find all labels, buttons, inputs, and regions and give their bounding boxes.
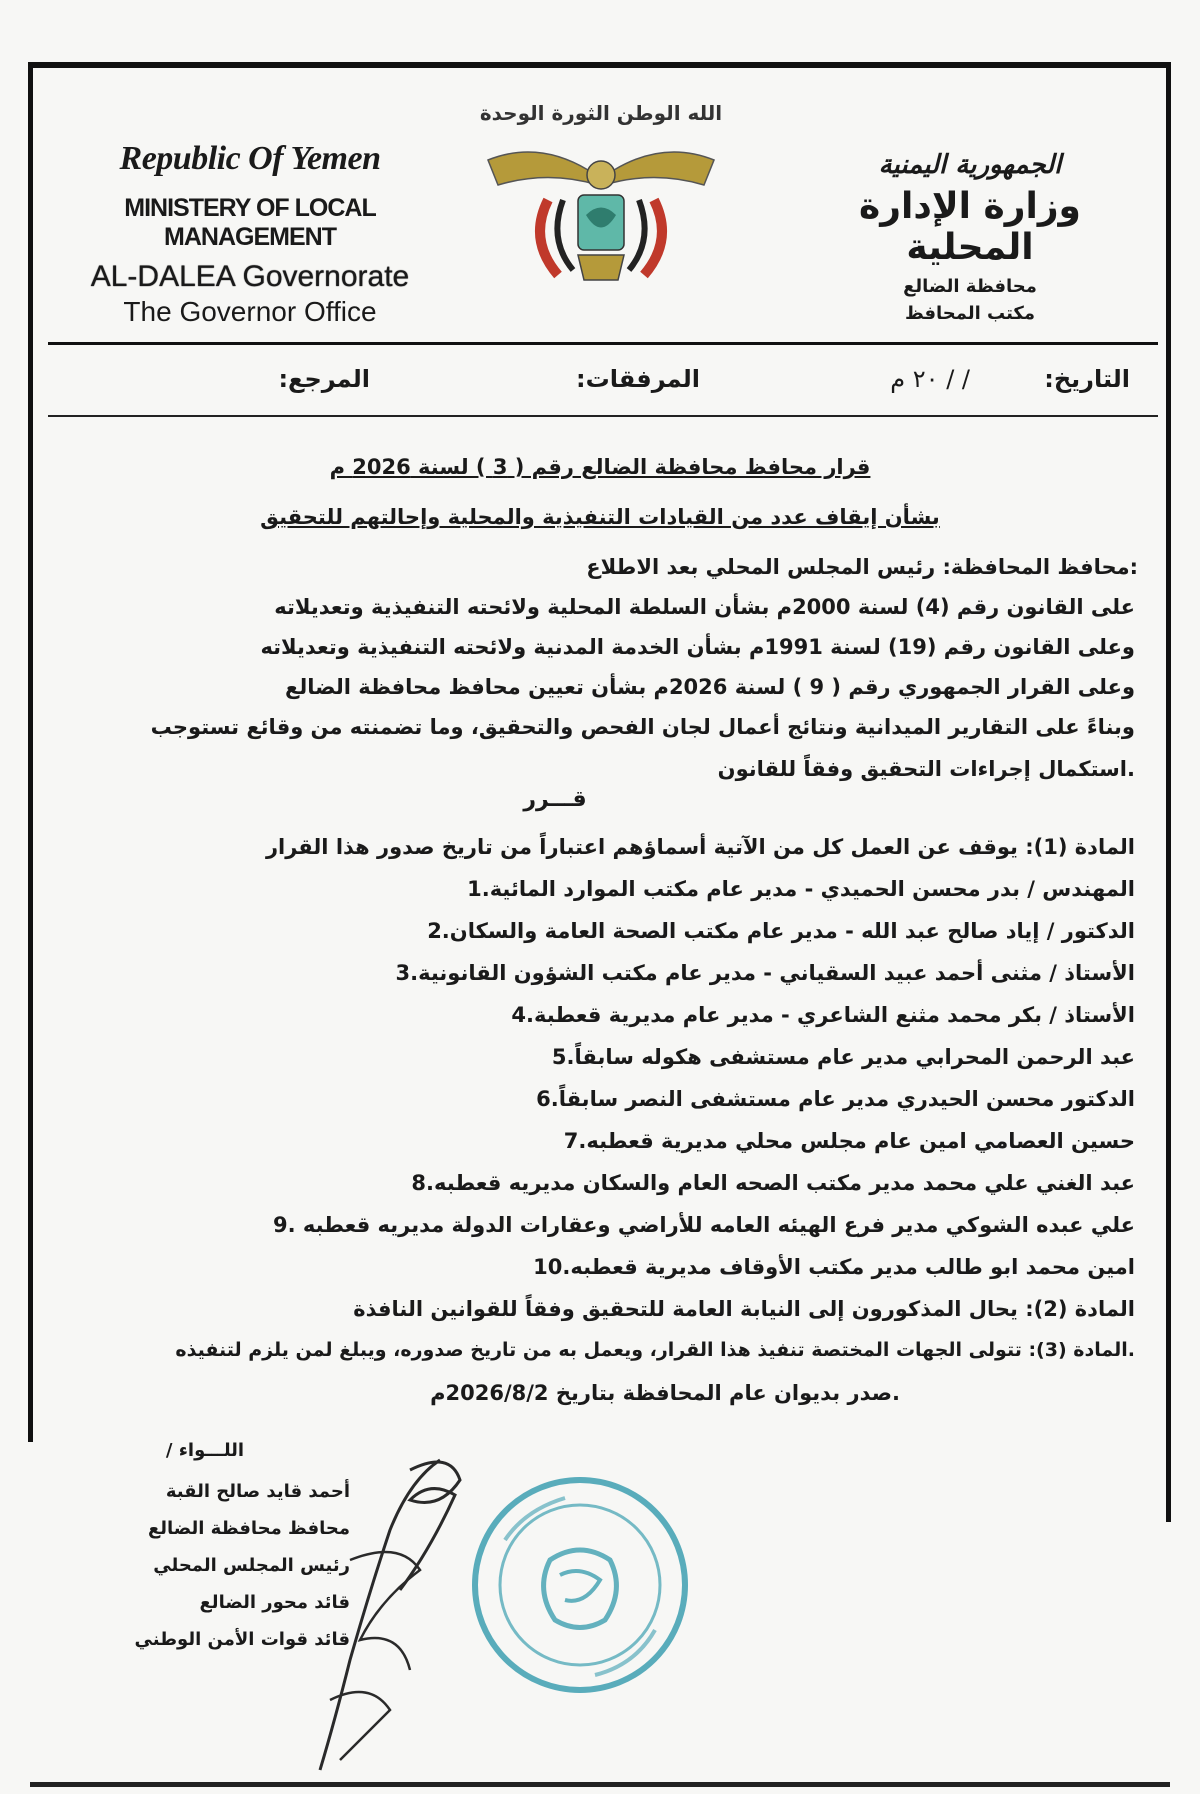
list-item: 6.الدكتور محسن الحيدري مدير عام مستشفى النصر سابقاً [536,1087,1135,1111]
list-item: 3.الأستاذ / مثنى أحمد عبيد السقياني - مدير عام مكتب الشؤون القانونية [395,961,1135,985]
official-stamp-icon [465,1470,695,1700]
decree-title: قرار محافظ محافظة الضالع رقم ( 3 ) لسنة 2026 م [329,455,871,479]
article-3: المادة (3): تتولى الجهات المختصة تنفيذ هذا القرار، ويعمل به من تاريخ صدوره، ويبلغ لمن يلزم لتنفيذه. [175,1339,1135,1361]
yemen-emblem-icon [478,90,724,290]
preamble-line: محافظ المحافظة: رئيس المجلس المحلي بعد الاطلاع: [586,555,1138,579]
preamble-line: استكمال إجراءات التحقيق وفقاً للقانون. [717,757,1135,781]
reference-label: المرجع: [278,365,370,393]
attachments-label: المرفقات: [576,365,700,393]
header-divider [48,342,1158,345]
reference-row [60,365,1140,405]
signatory-title: قائد قوات الأمن الوطني [134,1629,350,1650]
article-2: المادة (2): يحال المذكورون إلى النيابة العامة للتحقيق وفقاً للقوانين النافذة [353,1297,1135,1321]
emblem-motto: الله الوطن الثورة الوحدة [479,101,723,125]
preamble-line: وبناءً على التقارير الميدانية ونتائج أعمال لجان الفحص والتحقيق، وما تضمنته من وقائع تستوجب [150,715,1135,739]
signatory-title: رئيس المجلس المحلي [153,1555,350,1576]
governorate-name-en: AL-DALEA Governorate [90,260,410,293]
decree-heading: قـــرر [523,787,587,812]
list-item: 1.المهندس / بدر محسن الحميدي - مدير عام مكتب الموارد المائية [467,877,1135,901]
ministry-name-en: MINISTERY OF LOCAL MANAGEMENT [124,194,376,251]
list-item: 2.الدكتور / إياد صالح عبد الله - مدير عام مكتب الصحة العامة والسكان [427,919,1135,943]
date-label: التاريخ: [1044,365,1130,393]
ministry-name-ar: وزارة الإدارة المحلية [859,186,1081,268]
border-left [28,62,33,1442]
date-value: / / ٢٠ م [890,365,970,393]
list-item: 5.عبد الرحمن المحرابي مدير عام مستشفى هكوله سابقاً [551,1045,1135,1069]
country-name-ar: الجمهورية اليمنية [878,150,1062,180]
signatory-title: محافظ محافظة الضالع [147,1518,350,1539]
letterhead-arabic [820,150,1120,324]
list-item: 9. علي عبده الشوكي مدير فرع الهيئه العامه للأراضي وعقارات الدولة مديريه قعطبه [272,1213,1135,1237]
letterhead-english [60,140,440,328]
list-item: 4.الأستاذ / بكر محمد مثنع الشاعري - مدير عام مديرية قعطبة [511,1003,1135,1027]
signatory-rank: اللـــواء / [165,1440,245,1461]
office-name-ar: مكتب المحافظ [904,303,1036,324]
country-name-en: Republic Of Yemen [119,140,381,177]
signatory-name: أحمد قايد صالح القبة [165,1481,350,1502]
list-item: 7.حسين العصامي امين عام مجلس محلي مديرية قعطبه [563,1129,1135,1153]
reference-divider [48,415,1158,417]
border-top [30,62,1170,68]
border-bottom [30,1782,1170,1787]
article-1: المادة (1): يوقف عن العمل كل من الآتية أسماؤهم اعتباراً من تاريخ صدور هذا القرار [265,835,1135,859]
list-item: 8.عبد الغني علي محمد مدير مكتب الصحه العام والسكان مديريه قعطبه [411,1171,1135,1195]
office-name-en: The Governor Office [123,296,377,327]
preamble-line: وعلى القانون رقم (19) لسنة 1991م بشأن الخدمة المدنية ولائحته التنفيذية وتعديلاته [260,635,1135,659]
border-right [1166,62,1171,1522]
issue-statement: صدر بديوان عام المحافظة بتاريخ 2026/8/2م. [430,1381,900,1405]
preamble-line: وعلى القرار الجمهوري رقم ( 9 ) لسنة 2026م بشأن تعيين محافظ محافظة الضالع [285,675,1135,699]
governorate-name-ar: محافظة الضالع [903,276,1037,297]
preamble-line: على القانون رقم (4) لسنة 2000م بشأن السلطة المحلية ولائحته التنفيذية وتعديلاته [274,595,1135,619]
handwritten-signature [290,1440,490,1780]
list-item: 10.امين محمد ابو طالب مدير مكتب الأوقاف مديرية قعطبه [533,1255,1135,1279]
decree-subject: بشأن إيقاف عدد من القيادات التنفيذية والمحلية وإحالتهم للتحقيق [260,505,940,529]
signatory-title: قائد محور الضالع [199,1592,350,1613]
